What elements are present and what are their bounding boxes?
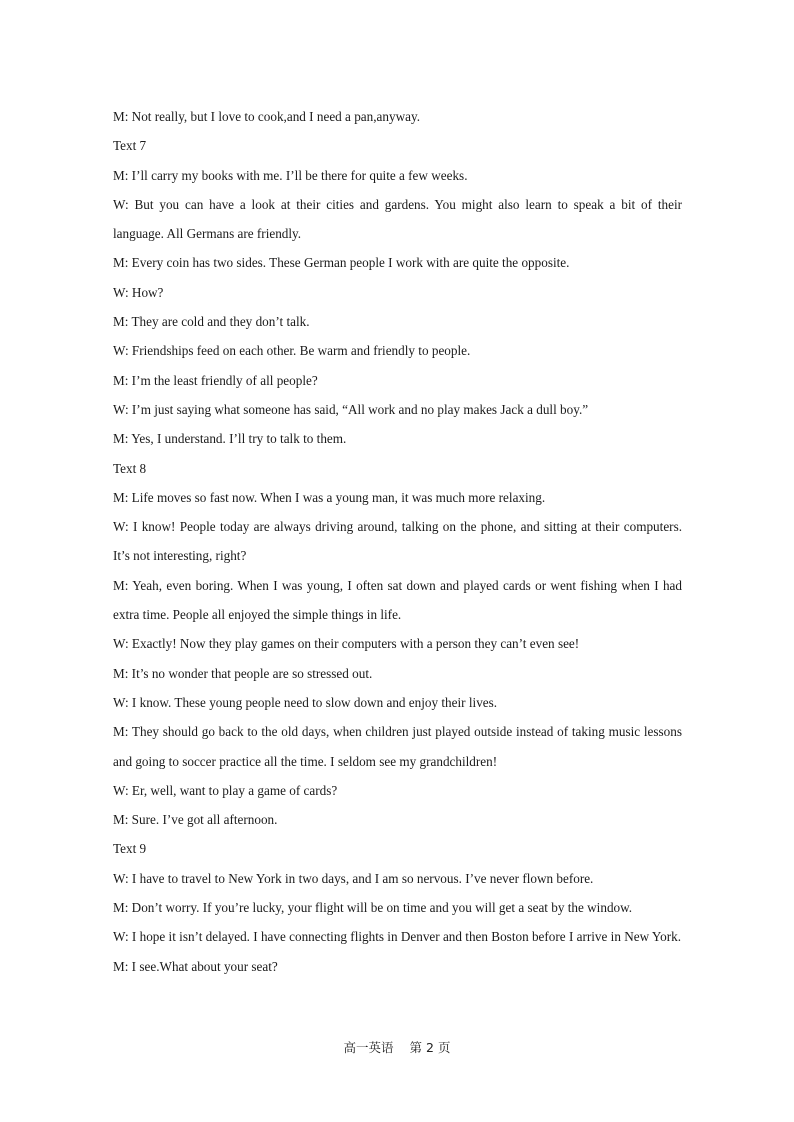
- dialogue-line: W: I have to travel to New York in two days, and I am so nervous. I’ve never flown before.: [113, 870, 594, 886]
- dialogue-line: M: I’ll carry my books with me. I’ll be there for quite a few weeks.: [113, 167, 468, 183]
- dialogue-line: W: I know. These young people need to slow down and enjoy their lives.: [113, 694, 498, 710]
- dialogue-line: M: It’s no wonder that people are so stressed out.: [113, 665, 373, 681]
- section-heading: Text 9: [113, 841, 147, 857]
- dialogue-line: W: I’m just saying what someone has said, “All work and no play makes Jack a dull boy.”: [113, 401, 589, 417]
- dialogue-line: M: They are cold and they don’t talk.: [113, 314, 310, 330]
- dialogue-line: W: How?: [113, 284, 164, 300]
- dialogue-line: M: Life moves so fast now. When I was a young man, it was much more relaxing.: [113, 489, 546, 505]
- document-body: [113, 102, 682, 981]
- dialogue-line: W: But you can have a look at their cities and gardens. You might also learn to speak a bit of their language. All Germans are friendly.: [113, 196, 682, 242]
- dialogue-line: M: I see.What about your seat?: [113, 958, 278, 974]
- dialogue-line: M: Sure. I’ve got all afternoon.: [113, 812, 278, 828]
- dialogue-line: M: Don’t worry. If you’re lucky, your flight will be on time and you will get a seat by the window.: [113, 900, 633, 916]
- page-footer: [0, 1038, 794, 1056]
- section-heading: Text 8: [113, 460, 147, 476]
- footer-subject: 高一英语: [343, 1040, 394, 1055]
- dialogue-line: W: I know! People today are always driving around, talking on the phone, and sitting at their computers. It’s not interesting, right?: [113, 519, 682, 564]
- dialogue-line: M: Yeah, even boring. When I was young, I often sat down and played cards or went fishing when I had extra time. People all enjoyed the simple things in life.: [113, 577, 682, 623]
- dialogue-line: M: They should go back to the old days, when children just played outside instead of taking music lessons and going to soccer practice all the time. I seldom see my grandchildren!: [113, 724, 682, 769]
- dialogue-line: W: Exactly! Now they play games on their computers with a person they can’t even see!: [113, 636, 580, 652]
- dialogue-line: M: Every coin has two sides. These German people I work with are quite the opposite.: [113, 255, 570, 271]
- section-heading: Text 7: [113, 138, 147, 154]
- dialogue-line: M: Yes, I understand. I’ll try to talk to them.: [113, 431, 347, 447]
- footer-page-number: 第 2 页: [409, 1040, 451, 1055]
- dialogue-line: M: I’m the least friendly of all people?: [113, 372, 318, 388]
- dialogue-line: M: Not really, but I love to cook,and I need a pan,anyway.: [113, 109, 421, 124]
- dialogue-line: W: Friendships feed on each other. Be warm and friendly to people.: [113, 343, 471, 359]
- dialogue-line: W: I hope it isn’t delayed. I have connecting flights in Denver and then Boston before I arrive in New York.: [113, 929, 682, 945]
- dialogue-line: W: Er, well, want to play a game of cards?: [113, 782, 338, 798]
